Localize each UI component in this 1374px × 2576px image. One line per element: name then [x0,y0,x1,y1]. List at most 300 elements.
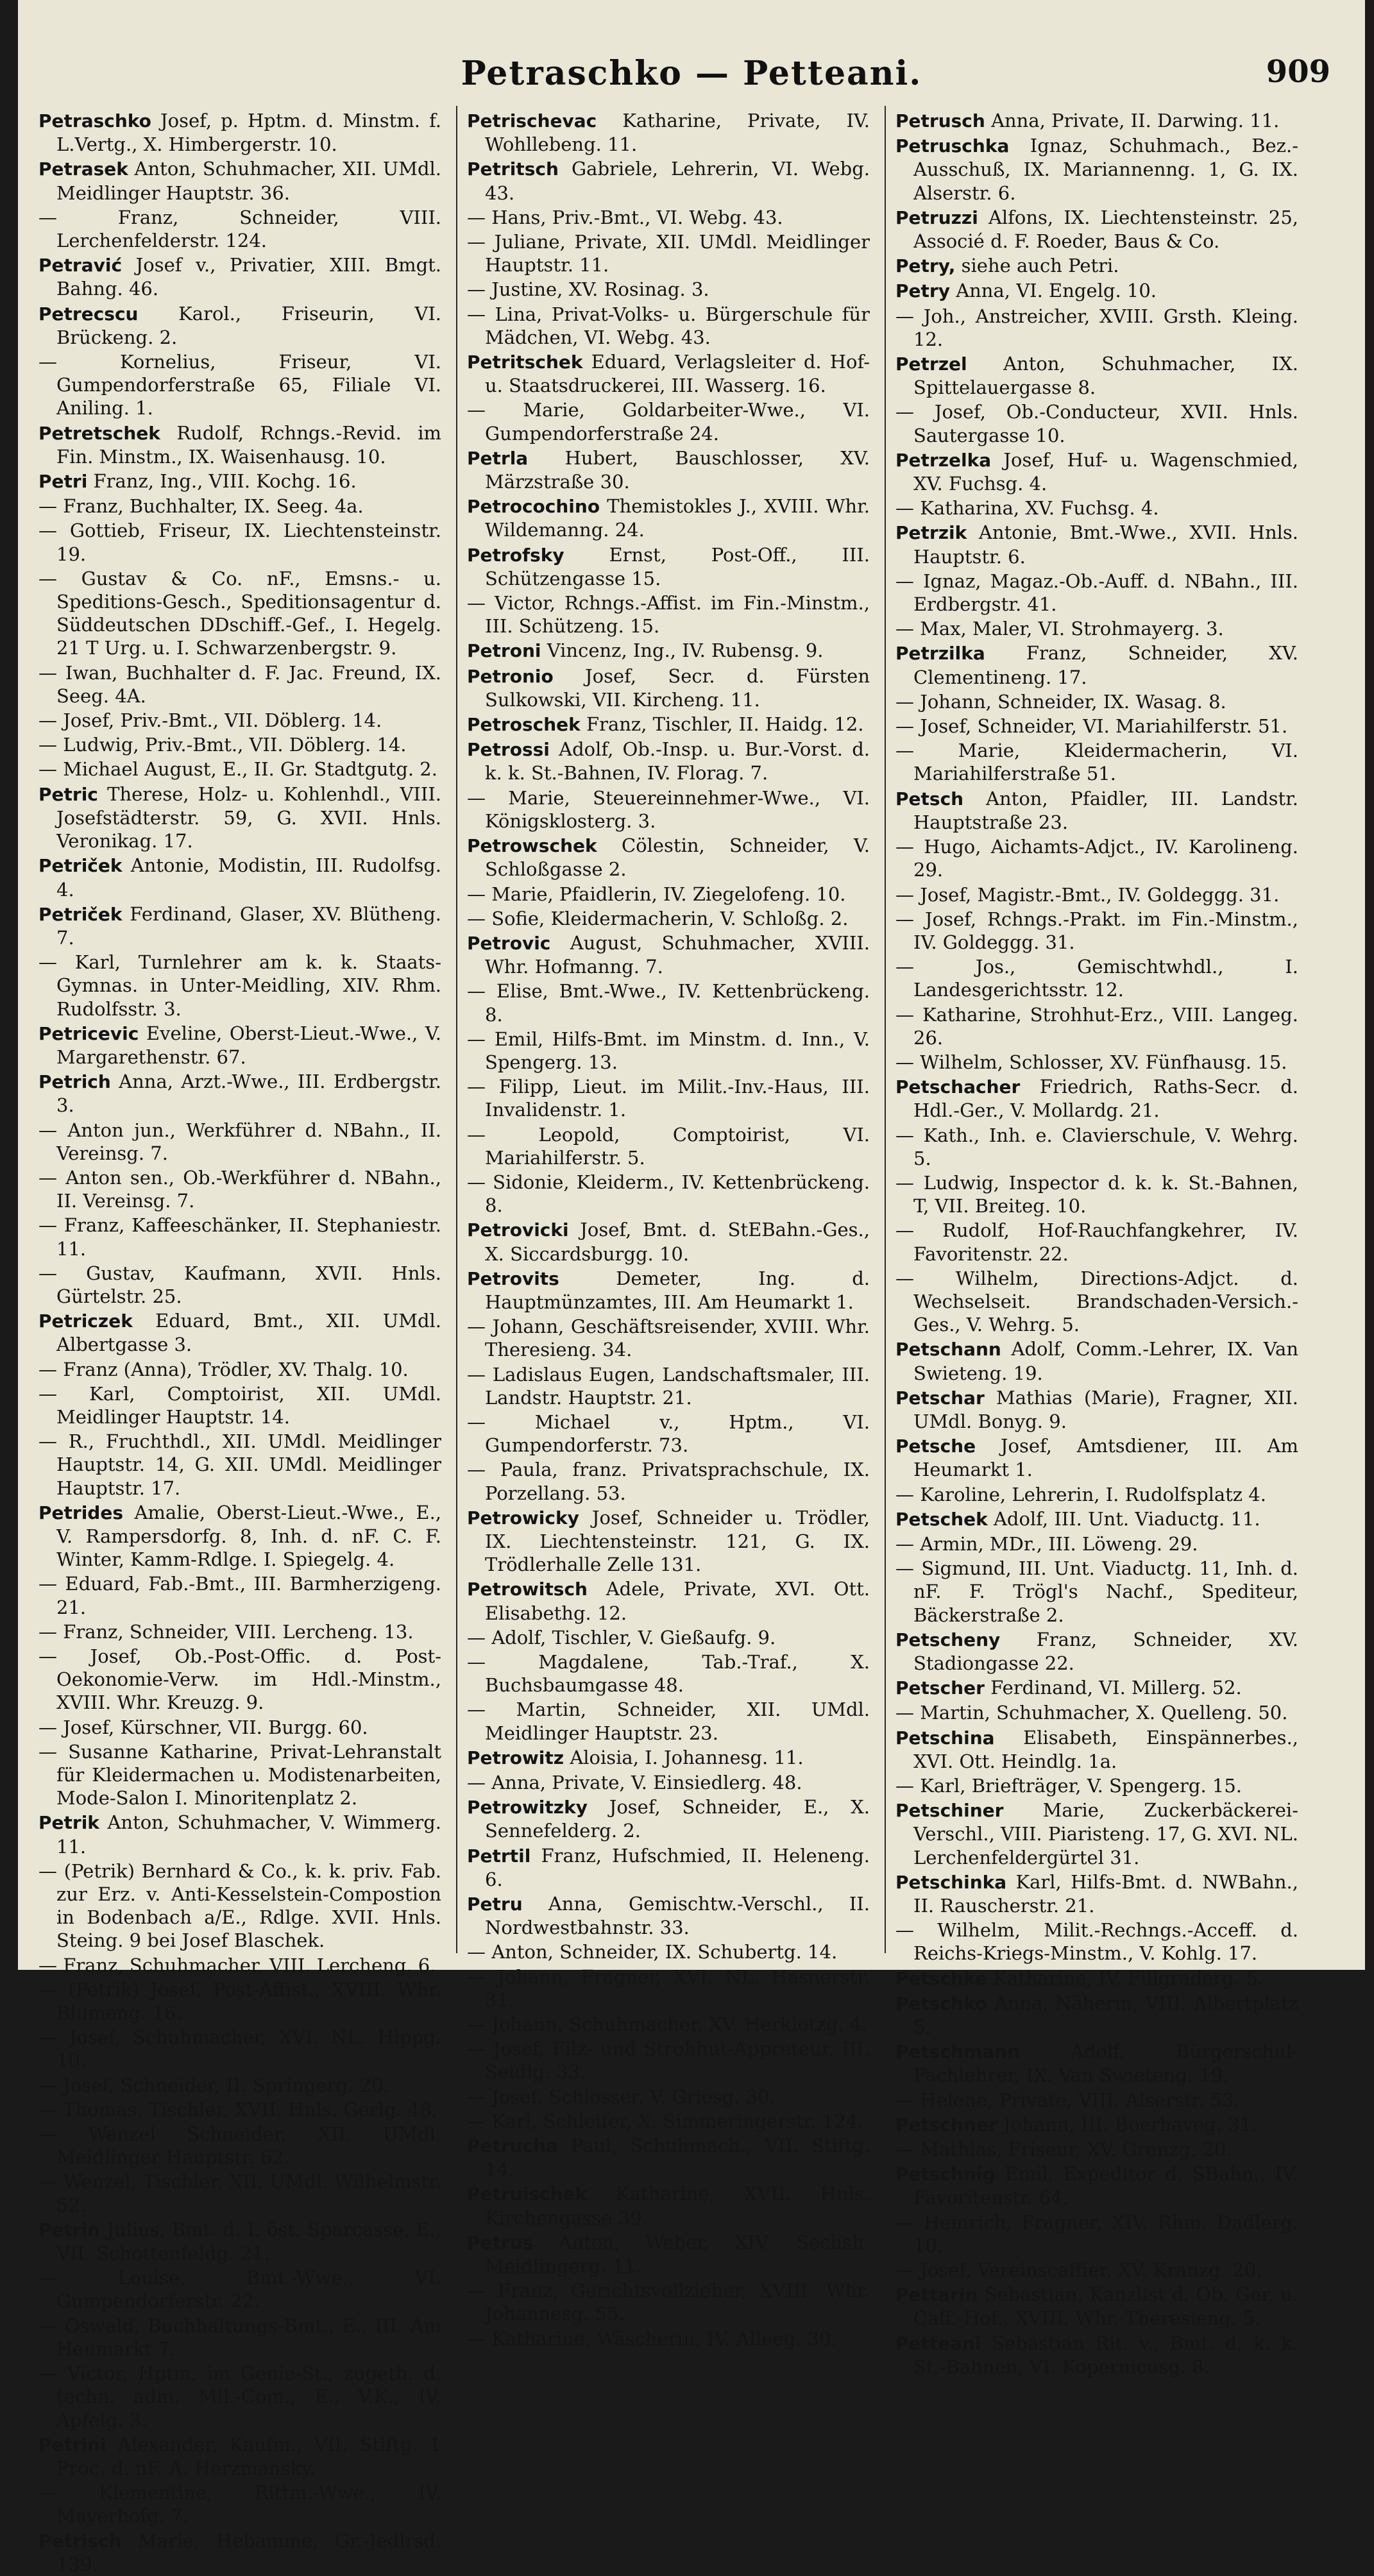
entry-details: Antonie, Modistin, III. Rudolfsg. 4. [56,854,441,901]
directory-entry [467,738,870,784]
entry-details: — Hugo, Aichamts-Adjct., IV. Karolineng. 29. [895,836,1298,881]
directory-entry [895,2138,1298,2161]
entry-details: Amalie, Oberst-Lieut.-Wwe., E., V. Rampersdorfg. 8, Inh. d. nF. C. F. Winter, Kamm-Rdlge. I. Spiegelg. 4. [56,1501,442,1571]
directory-entry [467,2134,870,2181]
directory-entry [467,1650,870,1697]
entry-details: Cölestin, Schneider, V. Schloßgasse 2. [485,835,870,881]
directory-entry [895,254,1298,278]
entry-details: Sebastian, Kanzlist d. Ob. Ger. u. Caff.-Hof., XVIII. Whr. Theresieng. 5. [913,2284,1298,2330]
entry-details: Anton, Schuhmacher, IX. Spittelauergasse 8. [913,353,1298,399]
directory-entry [467,2085,870,2108]
entry-details: — Justine, XV. Rosinag. 3. [467,278,709,301]
entry-surname: Petrzelka [895,449,992,471]
entry-details: Anna, Private, II. Darwing. 11. [991,110,1280,131]
directory-entry [467,1506,870,1577]
entry-details: Josef, p. Hptm. d. Minstm. f. L.Vertg., X. Himbergerstr. 10. [56,110,442,156]
entry-details: — Sidonie, Kleiderm., IV. Kettenbrückeng. 8. [467,1171,870,1217]
entry-surname: Petsch [895,788,964,809]
entry-details: — Jos., Gemischtwhdl., I. Landesgerichtsstr. 12. [895,956,1298,1001]
directory-entry [467,157,870,204]
entry-details: — Josef, Schneider, II. Springerg. 20. [38,2074,389,2096]
entry-details: Katharine, Private, IV. Wohllebeng. 11. [485,110,870,156]
directory-entry [467,446,870,493]
entry-surname: Pettarin [895,2284,978,2306]
directory-entry [467,1698,870,1744]
directory-entry [895,1532,1298,1555]
entry-surname: Petrisch [38,2530,122,2552]
entry-details: — Lina, Privat-Volks- u. Bürgerschule für Mädchen, VI. Webg. 43. [467,303,870,348]
entry-details: — Oswald, Buchhaltungs-Bmt., E., III. Am Heumarkt 7. [38,2314,441,2360]
entry-details: Marie, Hebamme, Gr.-Jedlrsd. 139. [56,2529,442,2575]
entry-surname: Petrovicki [467,1219,569,1241]
directory-entry [895,352,1298,399]
directory-entry [38,1860,441,1953]
directory-entry [895,400,1298,446]
entry-surname: Petschinka [895,1871,1007,1893]
entry-details: — Elise, Bmt.-Wwe., IV. Kettenbrückeng. 8. [467,980,870,1026]
directory-entry [467,591,870,638]
directory-entry [895,1507,1298,1531]
entry-details: Anna, Arzt.-Wwe., III. Erdbergstr. 3. [56,1071,441,1117]
directory-entry [467,639,870,663]
entry-surname: Petrides [38,1502,124,1523]
directory-entry [895,2258,1298,2282]
entry-details: — Wilhelm, Milit.-Rechngs.-Acceff. d. Reichs-Kriegs-Minstm., V. Kohlg. 17. [895,1919,1298,1965]
entry-surname: Petrini [38,2434,106,2455]
directory-entry [38,206,441,252]
entry-details: Gabriele, Lehrerin, VI. Webg. 43. [485,158,870,204]
directory-entry [895,1171,1298,1217]
directory-entry [38,661,441,708]
directory-entry [895,496,1298,520]
entry-details: Karl, Hilfs-Bmt. d. NWBahn., II. Rauscherstr. 21. [913,1870,1298,1917]
entry-details: Sebastian Rit. v., Bmt. d. k. k. St.-Bahnen, VI. Kopernicusg. 8. [913,2332,1298,2378]
directory-entry [895,1337,1298,1384]
entry-details: Alexander, Kaufm., VII. Stiftg. 1 Proc. d. nF. A. Herzmansky. [56,2433,442,2479]
entry-surname: Petritschek [467,352,583,373]
entry-details: Marie, Zuckerbäckerei-Verschl., VIII. Piaristeng. 17, G. XVI. NL. Lerchenfeldergürtel 31. [913,1799,1298,1868]
directory-entry [895,883,1298,906]
directory-entry [895,1267,1298,1337]
entry-surname: Petrik [38,1812,99,1834]
directory-entry [38,1645,441,1715]
entry-surname: Petroschek [467,714,581,736]
directory-entry [38,1166,441,1212]
entry-details: — Ladislaus Eugen, Landschaftsmaler, III. Landstr. Hauptstr. 21. [467,1363,870,1409]
directory-entry [895,835,1298,881]
entry-details: — Gustav, Kaufmann, XVII. Hnls. Gürtelstr. 25. [38,1262,441,1307]
entry-surname: Petschacher [895,1076,1021,1098]
directory-entry [38,2074,441,2097]
directory-column-1 [38,109,442,2575]
directory-entry [467,278,870,301]
entry-details: — Ignaz, Magaz.-Ob.-Auff. d. NBahn., III. Erdbergstr. 41. [895,570,1298,616]
entry-details: — Wilhelm, Schlosser, XV. Fünfhausg. 15. [895,1051,1287,1073]
directory-entry [467,1771,870,1794]
directory-entry [895,2113,1298,2137]
entry-surname: Petrossi [467,739,550,761]
directory-entry [895,2332,1298,2378]
entry-surname: Petretschek [38,422,160,444]
entry-details: — Franz, Kaffeeschänker, II. Stephaniestr. 11. [38,1214,441,1260]
directory-entry [38,902,441,949]
entry-details: — Hans, Priv.-Bmt., VI. Webg. 43. [467,206,783,228]
entry-details: — Johann, Fragner, XVI. NL. Hasnerstr. 31. [467,1965,870,2011]
entry-surname: Petraschko [38,110,151,131]
entry-surname: Petry, [895,255,956,277]
directory-entry [895,1075,1298,1122]
directory-entry [38,1309,441,1356]
entry-surname: Petrzik [895,522,967,544]
entry-details: — R., Fruchthdl., XII. UMdl. Meidlinger Hauptstr. 14, G. XII. UMdl. Meidlinger Hauptstr. 17. [38,1430,441,1499]
directory-entry [895,787,1298,834]
entry-details: — Filipp, Lieut. im Milit.-Inv.-Haus, III. Invalidenstr. 1. [467,1076,870,1121]
entry-details: — Susanne Katharine, Privat-Lehranstalt für Kleidermachen u. Modistenarbeiten, Mode-Salon I. Minoritenplatz 2. [38,1740,441,1809]
entry-details: Franz, Schneider, XV. Clementineng. 17. [913,642,1298,688]
entry-details: — Wenzel, Tischler, XII. UMdl. Wilhelmstr. 52. [38,2171,441,2216]
entry-surname: Petschnig [895,2164,996,2185]
directory-entry [895,1799,1298,1869]
entry-details: — Josef, Filz- und Strohhut-Appreteur, III. Seidlg. 33. [467,2038,870,2083]
directory-entry [467,1626,870,1649]
entry-surname: Petrowitzky [467,1797,588,1818]
entry-surname: Petschann [895,1339,1001,1360]
directory-entry [467,1892,870,1939]
directory-entry [38,470,441,493]
directory-entry [38,1070,441,1117]
entry-details: — Sigmund, III. Unt. Viaductg. 11, Inh. d. nF. F. Trögl's Nachf., Spediteur, Bäckerstraße 2. [895,1557,1298,1626]
entry-details: — Victor, Hptm. im Genie-St., zugeth. d. techn. adm. Mil.-Com., E., V.K., IV. Apfelg. 3. [38,2362,441,2431]
directory-entry [467,2327,870,2350]
entry-surname: Petscheny [895,1629,1001,1650]
directory-entry [38,1358,441,1381]
directory-entry [38,2123,441,2169]
directory-entry [895,1919,1298,1965]
directory-entry [467,883,870,906]
entry-surname: Petricevic [38,1022,139,1044]
entry-surname: Petrzilka [895,643,985,665]
directory-entry [895,1701,1298,1724]
entry-details: Themistokles J., XVIII. Whr. Wildemanng. 24. [485,495,870,541]
directory-entry [467,1411,870,1457]
entry-details: Adolf, Bürgerschul-Fachlehrer, IX. Van Swieteng. 19. [913,2040,1298,2087]
directory-entry [467,230,870,276]
entry-details: Franz, Hufschmied, II. Heleneng. 6. [485,1844,870,1890]
entry-details: — Rudolf, Hof-Rauchfangkehrer, IV. Favoritenstr. 22. [895,1219,1298,1265]
entry-surname: Petrischevac [467,110,597,131]
entry-details: — Kornelius, Friseur, VI. Gumpendorferstraße 65, Filiale VI. Aniling. 1. [38,351,441,419]
directory-entry [38,1978,441,2024]
entry-details: — Josef, Schneider, VI. Mariahilferstr. 51. [895,715,1288,738]
directory-entry [38,2314,441,2360]
directory-entry [467,1363,870,1409]
directory-entry [895,109,1298,133]
entry-surname: Petry [895,280,950,302]
entry-details: — Michael August, E., II. Gr. Stadtgutg. 2. [38,758,437,781]
directory-entry [38,2481,441,2527]
directory-entry [895,641,1298,688]
directory-entry [467,303,870,349]
directory-entry [38,2266,441,2312]
entry-details: — Gottieb, Friseur, IX. Liechtensteinstr. 19. [38,520,441,565]
entry-details: — (Petrik) Josef, Post-Affist., XVIII. Whr. Blumeng. 16. [38,1978,441,2024]
directory-entry [38,1572,441,1618]
entry-details: — Helene, Private, VIII. Alserstr. 53. [895,2089,1240,2111]
entry-details: Anton, Weber, XIV. Sechsh. Meidlingerg. 11. [485,2231,870,2278]
directory-entry [467,907,870,930]
directory-entry [895,134,1298,205]
directory-entry [895,2162,1298,2209]
entry-details: — Josef, Ob.-Post-Offic. d. Post-Oekonomie-Verw. im Hdl.-Minstm., XVIII. Whr. Kreuzg. 9. [38,1645,441,1714]
directory-entry [895,1434,1298,1481]
entry-details: Anton, Pfaidler, III. Landstr. Hauptstraße 23. [913,787,1299,833]
entry-details: — Eduard, Fab.-Bmt., III. Barmherzigeng. 21. [38,1573,441,1618]
entry-surname: Petruischek [467,2183,588,2205]
directory-entry [467,979,870,1026]
entry-details: Johann, III. Boerhaveg. 31. [1003,2113,1258,2135]
directory-entry [38,1214,441,1260]
directory-entry [38,783,441,853]
directory-entry [38,1119,441,1165]
directory-entry [38,1954,441,1977]
directory-entry [467,2110,870,2133]
directory-column-2 [467,109,870,2350]
entry-details: — Michael v., Hptm., VI. Gumpendorferstr. 73. [467,1411,870,1457]
directory-entry [467,2231,870,2278]
entry-details: Eduard, Bmt., XII. UMdl. Albertgasse 3. [56,1310,441,1356]
directory-entry [895,1870,1298,1917]
entry-details: Hubert, Bauschlosser, XV. Märzstraße 30. [485,446,870,493]
entry-surname: Petrowschek [467,835,597,857]
entry-details: Paul, Schuhmach., VII. Stiftg. 14. [485,2135,870,2181]
entry-details: — (Petrik) Bernhard & Co., k. k. priv. Fab. zur Erz. v. Anti-Kesselstein-Compostion in Bodenbach a/E., Rdlge. XVII. Hnls. Steing. 9 bei Josef Blaschek. [38,1860,441,1952]
directory-entry [895,1967,1298,1990]
entry-details: — Emil, Hilfs-Bmt. im Minstm. d. Inn., V. Spengerg. 13. [467,1028,870,1073]
directory-entry [38,1501,441,1572]
column-divider [885,106,886,1953]
entry-details: — Armin, MDr., III. Löweng. 29. [895,1532,1198,1555]
page-number: 909 [1266,54,1330,90]
directory-entry [895,2040,1298,2087]
directory-entry [467,1028,870,1074]
entry-details: Katharine, IV. Fillgraderg. 5. [993,1967,1264,1989]
directory-entry [38,157,441,204]
entry-details: — Anton, Schneider, IX. Schubertg. 14. [467,1941,838,1963]
entry-details: Anna, Gemischtw.-Verschl., II. Nordwestbahnstr. 33. [485,1893,870,1939]
directory-entry [38,567,441,660]
entry-details: — Iwan, Buchhalter d. F. Jac. Freund, IX. Seeg. 4A. [38,661,441,707]
entry-surname: Petrtil [467,1845,531,1867]
directory-entry [467,1171,870,1217]
page-title: Petraschko — Petteani. [461,54,922,93]
directory-entry [38,2026,441,2072]
entry-details: — Josef, Ob.-Conducteur, XVII. Hnls. Sautergasse 10. [895,401,1298,446]
entry-details: Therese, Holz- u. Kohlenhdl., VIII. Josefstädterstr. 59, G. XVII. Hnls. Veronikag. 17. [56,783,441,852]
entry-details: — Heinrich, Fragner, XIV. Rhm. Dadlerg. 10. [895,2211,1298,2257]
directory-entry [467,1844,870,1891]
directory-entry [467,665,870,711]
entry-surname: Petrla [467,447,529,469]
entry-details: Adolf, Ob.-Insp. u. Bur.-Vorst. d. k. k. St.-Bahnen, IV. Florag. 7. [485,738,870,784]
entry-surname: Petrowicky [467,1507,579,1529]
entry-details: — Johann, Geschäftsreisender, XVIII. Whr. Theresieng. 34. [467,1316,870,1361]
entry-details: siehe auch Petri. [961,255,1119,277]
directory-entry [467,834,870,881]
entry-details: Friedrich, Raths-Secr. d. Hdl.-Ger., V. Mollardg. 21. [913,1076,1299,1122]
entry-details: Mathias (Marie), Fragner, XII. UMdl. Bonyg. 9. [913,1386,1298,1432]
entry-surname: Petronio [467,665,554,687]
directory-entry [895,1726,1298,1773]
directory-entry [38,1811,441,1858]
directory-entry [467,109,870,156]
entry-details: Emil, Expeditor d. SBahn., IV. Favoritenstr. 64. [913,2163,1299,2209]
entry-details: — Klementine, Rittm.-Wwe., IV. Mayerhofg. 7. [38,2482,441,2527]
directory-entry [895,908,1298,954]
entry-details: — Franz, Buchhalter, IX. Seeg. 4a. [38,495,364,518]
directory-entry [38,495,441,518]
entry-details: — Franz, Gerichtsvollzieher, XVIII. Whr. Johannesg. 55. [467,2280,870,2325]
entry-details: — Johann, Schuhmacher, XV. Herklotzg. 4. [467,2013,868,2036]
directory-entry [467,1075,870,1121]
entry-details: Josef, Schneider u. Trödler, IX. Liechtensteinstr. 121, G. IX. Trödlerhalle Zelle 131. [485,1506,870,1576]
entry-details: — Josef, Kürschner, VII. Burgg. 60. [38,1716,368,1738]
entry-details: — Thomas, Tischler, XVII. Hnls. Gerlg. 48. [38,2098,437,2121]
entry-surname: Petri [38,471,88,493]
entry-surname: Petrusch [895,110,985,131]
entry-details: — Mathias, Friseur, XV. Grenzg. 20. [895,2139,1232,2161]
entry-details: — Marie, Goldarbeiter-Wwe., VI. Gumpendorferstraße 24. [467,399,870,445]
entry-details: — Johann, Schneider, IX. Wasag. 8. [895,690,1226,713]
entry-surname: Petschiner [895,1800,1004,1822]
entry-surname: Petschek [895,1508,988,1530]
entry-details: Josef, Bmt. d. StEBahn.-Ges., X. Siccardsburgg. 10. [485,1219,870,1265]
column-divider [456,106,457,1953]
directory-entry [895,570,1298,616]
directory-entry [467,1965,870,2012]
directory-entry [38,733,441,756]
entry-surname: Petric [38,783,98,805]
directory-entry [38,2529,441,2576]
entry-details: Aloisia, I. Johannesg. 11. [570,1746,804,1768]
entry-details: Josef v., Privatier, XIII. Bmgt. Bahng. 46. [56,254,442,300]
entry-details: Anton, Schuhmacher, V. Wimmerg. 11. [56,1811,441,1858]
entry-details: — Karl, Turnlehrer am k. k. Staats-Gymnas. in Unter-Meidling, XIV. Rhm. Rudolfsstr. 3. [38,951,441,1020]
entry-details: — Victor, Rchngs.-Affist. im Fin.-Minstm., III. Schützeng. 15. [467,592,870,638]
directory-entry [895,1774,1298,1797]
directory-entry [38,2362,441,2432]
entry-surname: Petschina [895,1727,995,1749]
entry-details: Karol., Friseurin, VI. Brückeng. 2. [56,302,441,348]
entry-surname: Petrus [467,2232,534,2253]
entry-details: — Juliane, Private, XII. UMdl. Meidlinger Hauptstr. 11. [467,231,870,276]
directory-entry [467,206,870,229]
entry-surname: Petroni [467,640,541,662]
entry-details: — Katharine, Wäscherin, IV. Alleeg. 30. [467,2327,837,2350]
directory-entry [38,854,441,901]
entry-surname: Petrucha [467,2135,559,2157]
directory-entry [467,713,870,736]
entry-details: Adolf, III. Unt. Viaductg. 11. [993,1507,1260,1530]
entry-details: Ignaz, Schuhmach., Bez.-Ausschuß, IX. Mariannenng. 1, G. IX. Alserstr. 6. [913,135,1298,204]
entry-details: — Leopold, Comptoirist, VI. Mariahilferstr. 5. [467,1123,870,1169]
entry-surname: Petscher [895,1677,985,1699]
entry-surname: Petrasek [38,158,128,180]
entry-details: Vincenz, Ing., IV. Rubensg. 9. [547,640,824,662]
directory-entry [895,206,1298,253]
entry-details: — Paula, franz. Privatsprachschule, IX. Porzellang. 53. [467,1459,870,1504]
entry-details: Josef, Huf- u. Wagenschmied, XV. Fuchsg. 4. [913,448,1299,495]
entry-details: — Anna, Private, V. Einsiedlerg. 48. [467,1772,802,1794]
directory-entry [467,1577,870,1624]
directory-entry [38,1022,441,1069]
directory-entry [467,2013,870,2036]
entry-details: — Franz (Anna), Trödler, XV. Thalg. 10. [38,1358,409,1380]
directory-entry [895,1483,1298,1506]
entry-details: — Marie, Kleidermacherin, VI. Mariahilferstraße 51. [895,740,1298,785]
directory-entry [38,2098,441,2121]
entry-surname: Petruzzi [895,207,978,228]
directory-entry [38,350,441,420]
directory-entry [467,1218,870,1265]
entry-details: — Josef, Schlosser, V. Griesg. 30. [467,2085,776,2108]
directory-entry [895,955,1298,1001]
entry-surname: Petrowitz [467,1747,564,1768]
directory-entry [467,543,870,590]
page-header [18,38,1365,96]
directory-entry [895,1557,1298,1627]
directory-entry [467,2279,870,2325]
directory-entry [895,1003,1298,1049]
directory-entry [38,1430,441,1500]
directory-entry [38,2218,441,2265]
directory-entry [467,495,870,541]
entry-surname: Petravić [38,255,123,276]
entry-details: Anton, Schuhmacher, XII. UMdl. Meidlinger Hauptstr. 36. [56,158,442,204]
directory-entry [38,421,441,468]
directory-entry [895,739,1298,785]
entry-surname: Petschar [895,1387,985,1409]
entry-surname: Petschner [895,2114,997,2135]
entry-details: Katharine, XVII. Hnls. Kirchengasse 39. [485,2183,870,2229]
entry-details: — Josef, Magistr.-Bmt., IV. Goldeggg. 31. [895,883,1280,906]
entry-surname: Petschko [895,1992,988,2014]
directory-entry [38,109,441,156]
directory-page [18,0,1365,2575]
directory-entry [895,715,1298,738]
directory-entry [467,1267,870,1314]
entry-details: Franz, Ing., VIII. Kochg. 16. [93,470,357,493]
entry-surname: Petrin [38,2219,101,2241]
entry-surname: Petrowitsch [467,1579,588,1600]
directory-entry [38,1716,441,1739]
directory-entry [895,521,1298,568]
directory-entry [38,1620,441,1643]
entry-surname: Petrovic [467,932,551,954]
directory-entry [895,279,1298,303]
entry-surname: Petru [467,1894,523,1915]
entry-details: — Karl, Comptoirist, XII. UMdl. Meidlinger Hauptstr. 14. [38,1382,441,1428]
directory-entry [895,2211,1298,2257]
directory-entry [38,519,441,565]
directory-entry [895,1386,1298,1433]
directory-entry [467,2037,870,2083]
entry-details: — Josef, Vereinscaffier, XV. Kranzg. 20. [895,2259,1262,2282]
entry-details: — Josef, Rchngs.-Prakt. im Fin.-Minstm., IV. Goldeggg. 31. [895,908,1298,953]
entry-details: — Franz, Schneider, VIII. Lerchenfelderstr. 124. [38,206,441,252]
entry-surname: Petruschka [895,135,1010,157]
entry-details: — Kath., Inh. e. Clavierschule, V. Wehrg. 5. [895,1124,1298,1169]
entry-details: — Max, Maler, VI. Strohmayerg. 3. [895,618,1224,640]
